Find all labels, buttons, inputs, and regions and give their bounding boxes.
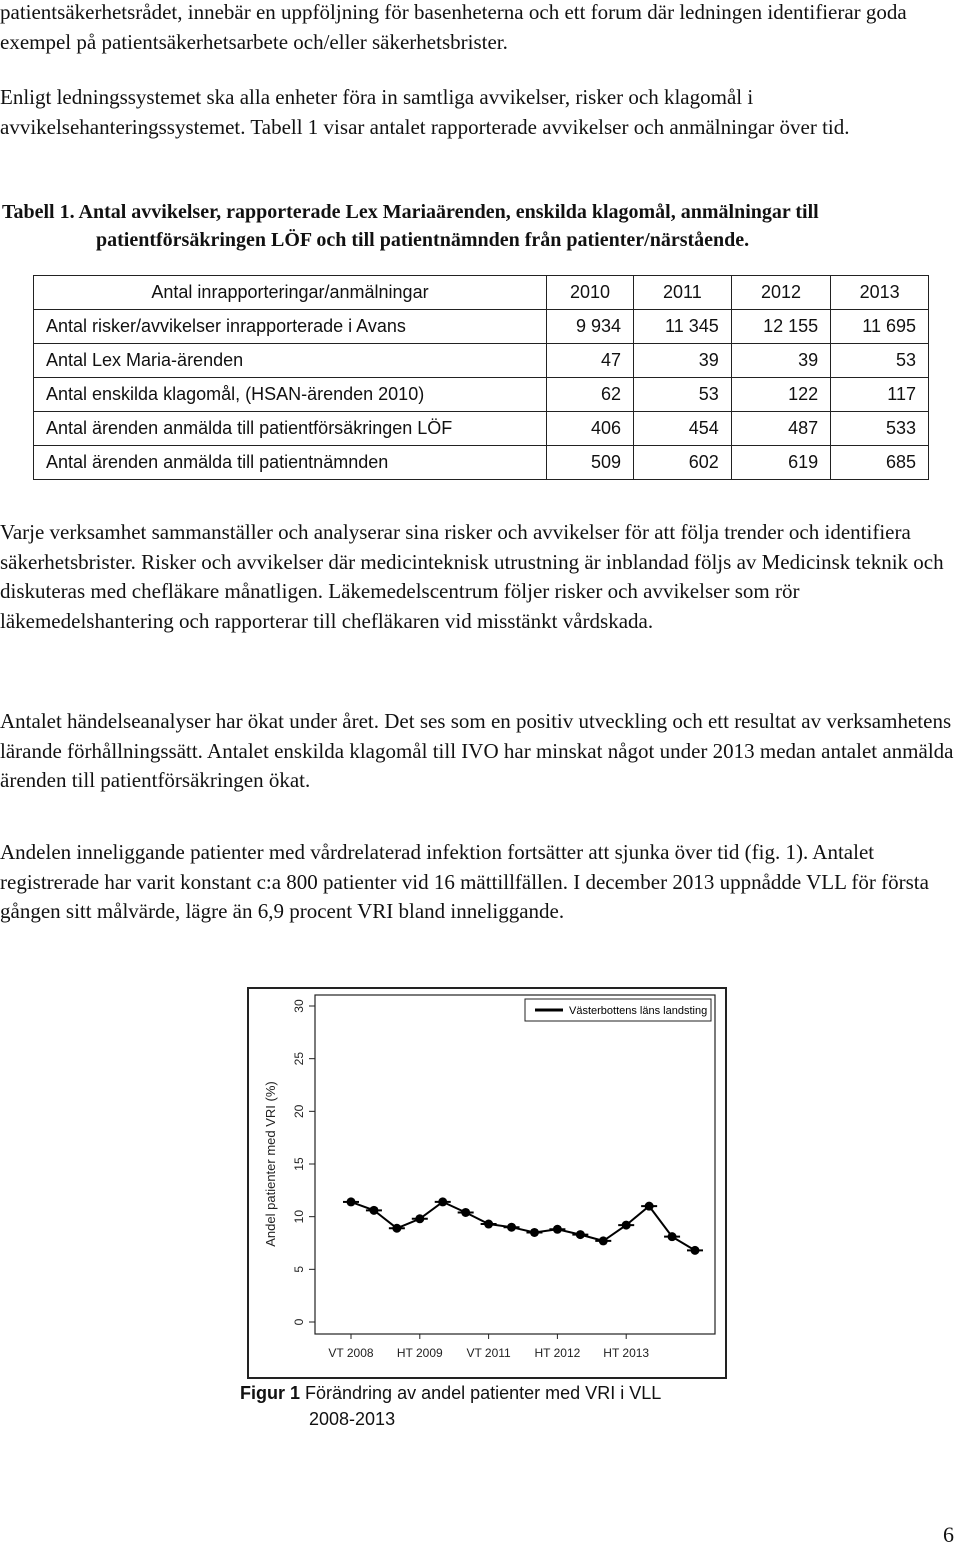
table-row <box>34 412 929 446</box>
x-tick-label: HT 2009 <box>396 1346 443 1360</box>
table-cell: 9 934 <box>547 310 634 344</box>
table-cell: 39 <box>731 344 830 378</box>
table-cell: 11 345 <box>634 310 732 344</box>
paragraph-intro: patientsäkerhetsrådet, innebär en uppföljning för basenheterna och ett forum där ledningen identifierar goda exempel på patientsäkerhetsarbete och/eller säkerhetsbrister. <box>0 0 907 54</box>
table-row <box>34 446 929 480</box>
table-cell: Antal ärenden anmälda till patientnämnden <box>34 446 547 480</box>
table-header-cell: 2013 <box>831 276 929 310</box>
paragraph-ledningssystem: Enligt ledningssystemet ska alla enheter föra in samtliga avvikelser, risker och klagomål i avvikelsehanteringssystemet. Tabell 1 visar antalet rapporterade avvikelser och anmälningar över tid. <box>0 85 850 139</box>
y-tick-label: 15 <box>292 1157 306 1171</box>
series-line <box>351 1202 695 1251</box>
table-row <box>34 378 929 412</box>
table-row <box>34 310 929 344</box>
reports-table <box>33 275 929 480</box>
data-point <box>645 1202 654 1211</box>
data-point <box>461 1208 470 1217</box>
table-caption <box>2 198 960 254</box>
x-tick-label: HT 2013 <box>603 1346 650 1360</box>
data-point <box>507 1223 516 1232</box>
x-axis <box>328 1334 649 1360</box>
y-tick-label: 0 <box>292 1318 306 1326</box>
table-header-cell: 2010 <box>547 276 634 310</box>
data-point <box>392 1224 401 1233</box>
paragraph-analys: Varje verksamhet sammanställer och analyserar sina risker och avvikelser för att följa trender och identifiera säkerhetsbrister. Risker och avvikelser där medicinteknisk utrustning är inblandad följs av Medicinsk teknik och diskuteras med chefläkare månatligen. Läkemedelscentrum följer risker och avvikelser som rör läkemedelshantering och rapporterar till chefläkaren vid misstänkt vårdskada. <box>0 520 944 633</box>
legend-label: Västerbottens läns landsting <box>569 1005 708 1017</box>
table-caption-line2: patientförsäkringen LÖF och till patientnämnden från patienter/närstående. <box>96 229 750 251</box>
table-cell: 62 <box>547 378 634 412</box>
data-point <box>553 1225 562 1234</box>
table-header-cell: Antal inrapporteringar/anmälningar <box>34 276 547 310</box>
table-caption-line1: Tabell 1. Antal avvikelser, rapporterade Lex Mariaärenden, enskilda klagomål, anmälningar till <box>2 201 819 223</box>
data-point <box>668 1232 677 1241</box>
figure-caption-label: Figur 1 <box>240 1383 301 1403</box>
page-number: 6 <box>943 1522 954 1547</box>
table-cell: 11 695 <box>831 310 929 344</box>
table-cell: Antal Lex Maria-ärenden <box>34 344 547 378</box>
data-point <box>691 1246 700 1255</box>
vri-chart-svg <box>249 989 725 1377</box>
table-cell: 53 <box>634 378 732 412</box>
data-point <box>369 1206 378 1215</box>
x-tick-label: VT 2011 <box>466 1346 511 1360</box>
chart-legend <box>525 999 711 1021</box>
data-point <box>438 1197 447 1206</box>
table-cell: 487 <box>731 412 830 446</box>
y-tick-label: 5 <box>292 1265 306 1273</box>
figure-caption <box>240 1380 661 1432</box>
vri-chart <box>247 987 727 1379</box>
y-tick-label: 20 <box>292 1104 306 1119</box>
table-header-row <box>34 276 929 310</box>
table-cell: 454 <box>634 412 732 446</box>
table-header-cell: 2011 <box>634 276 732 310</box>
data-point <box>622 1221 631 1230</box>
reports-table-body <box>34 276 929 480</box>
table-cell: 602 <box>634 446 732 480</box>
y-tick-label: 10 <box>292 1209 306 1224</box>
table-cell: 619 <box>731 446 830 480</box>
table-cell: 53 <box>831 344 929 378</box>
data-point <box>484 1220 493 1229</box>
table-cell: 117 <box>831 378 929 412</box>
x-tick-label: VT 2008 <box>328 1346 374 1360</box>
table-cell: 509 <box>547 446 634 480</box>
data-point <box>415 1214 424 1223</box>
paragraph-vri: Andelen inneliggande patienter med vårdrelaterad infektion fortsätter att sjunka över tid (fig. 1). Antalet registrerade har varit konstant c:a 800 patienter vid 16 mättillfällen. I december 2013 uppnådde VLL för första gången sitt målvärde, lägre än 6,9 procent VRI bland inneliggande. <box>0 840 929 923</box>
paragraph-handelseanalyser: Antalet händelseanalyser har ökat under året. Det ses som en positiv utveckling och ett resultat av verksamhetens lärande förhållningssätt. Antalet enskilda klagomål till IVO har minskat något under 2013 medan antalet anmälda ärenden till patientförsäkringen ökat. <box>0 709 954 792</box>
table-cell: Antal risker/avvikelser inrapporterade i Avans <box>34 310 547 344</box>
plot-frame <box>315 995 715 1334</box>
figure-caption-text: Förändring av andel patienter med VRI i VLL <box>300 1383 662 1403</box>
data-point <box>347 1197 356 1206</box>
table-cell: 685 <box>831 446 929 480</box>
x-tick-label: HT 2012 <box>534 1346 581 1360</box>
table-cell: Antal enskilda klagomål, (HSAN-ärenden 2010) <box>34 378 547 412</box>
y-tick-label: 25 <box>292 1051 306 1066</box>
table-cell: Antal ärenden anmälda till patientförsäkringen LÖF <box>34 412 547 446</box>
data-point <box>599 1236 608 1245</box>
table-row <box>34 344 929 378</box>
table-cell: 39 <box>634 344 732 378</box>
y-tick-label: 30 <box>292 999 306 1013</box>
y-axis-label: Andel patienter med VRI (%) <box>263 1081 278 1247</box>
series-vll <box>343 1197 703 1254</box>
table-cell: 122 <box>731 378 830 412</box>
y-axis <box>292 999 315 1325</box>
table-cell: 533 <box>831 412 929 446</box>
table-cell: 12 155 <box>731 310 830 344</box>
data-point <box>576 1230 585 1239</box>
table-cell: 47 <box>547 344 634 378</box>
table-cell: 406 <box>547 412 634 446</box>
data-point <box>530 1228 539 1237</box>
table-header-cell: 2012 <box>731 276 830 310</box>
figure-caption-years: 2008-2013 <box>309 1409 396 1429</box>
